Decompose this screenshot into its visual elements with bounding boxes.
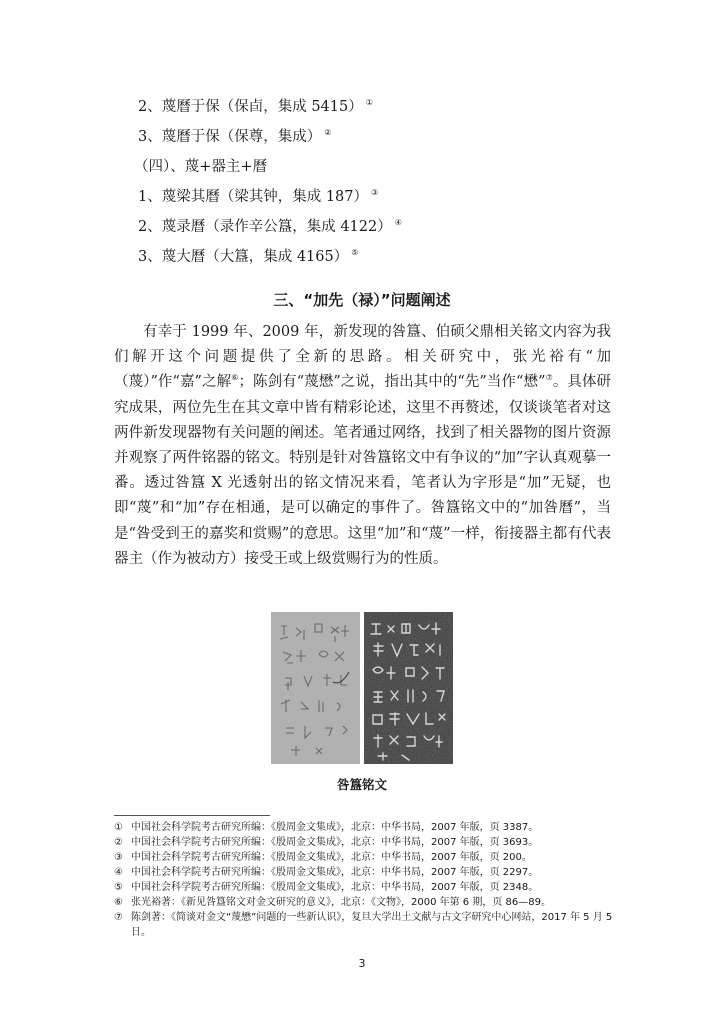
list-item: 3、蔑曆于保（保尊，集成） ② [138, 128, 332, 145]
section-title: 三、“加先（禄）”问题阐述 [273, 291, 451, 309]
footnote: ③ 中国社会科学院考古研究所编：《殷周金文集成》，北京：中华书局，2007 年版，页 200。 [114, 852, 532, 863]
figure-caption: 咎簋铭文 [336, 777, 387, 792]
footnote-ref[interactable]: ④ [394, 218, 402, 227]
footnote: ① 中国社会科学院考古研究所编：《殷周金文集成》，北京：中华书局，2007 年版，页 3387。 [114, 822, 539, 833]
footnote-ref[interactable]: ① [365, 98, 373, 107]
footnote-divider [114, 815, 270, 816]
footnote-ref[interactable]: ② [324, 128, 332, 137]
footnote-ref[interactable]: ③ [371, 188, 379, 197]
page-number: 3 [358, 957, 366, 970]
footnote-ref[interactable]: ⑥ [231, 373, 239, 383]
footnote: ⑤ 中国社会科学院考古研究所编：《殷周金文集成》，北京：中华书局，2007 年版，页 2348。 [114, 882, 539, 893]
inscription-rubbing-image [364, 612, 453, 764]
body-paragraph: 有幸于 1999 年、2009 年，新发现的咎簋、伯硕父鼎相关铭文内容为我们解开这个问题提供了全新的思路。相关研究中，张光裕有“加（蔑）”作“嘉”之解⑥；陈剑有“蔑懋”之说，指出其中的“先”当作“懋”⑦。具体研究成果，两位先生在其文章中皆有精彩论述，这里不再赘述，仅谈谈笔者对这两件新发现器物有关问题的阐述。笔者通过网络，找到了相关器物的图片资源并观察了两件铭器的铭文。特别是针对咎簋铭文中有争议的“加”字认真观摹一番。透过咎簋 X 光透射出的铭文情况来看，笔者认为字形是“加”无疑，也即“蔑”和“加”存在相通，是可以确定的事件了。咎簋铭文中的“加咎曆”，当是“咎受到王的嘉奖和赏赐”的意思。这里“加”和“蔑”一样，衔接器主都有代表器主（作为被动方）接受王或上级赏赐行为的性质。 [114, 324, 612, 567]
list-item: 3、蔑大曆（大簋，集成 4165） ⑤ [138, 248, 359, 265]
list-item: 2、蔑录曆（录作辛公簋，集成 4122） ④ [138, 218, 402, 235]
footnote: ⑥ 张光裕著：《新见咎簋铭文对金文研究的意义》，北京：《文物》，2000 年第 6 期，页 86—89。 [114, 897, 551, 908]
list-item: 2、蔑曆于保（保卣，集成 5415） ① [138, 98, 373, 115]
subsection-heading: （四）、蔑+器主+曆 [134, 159, 268, 175]
footnotes [114, 820, 614, 940]
footnote-ref[interactable]: ⑤ [351, 248, 359, 257]
footnote: ② 中国社会科学院考古研究所编：《殷周金文集成》，北京：中华书局，2007 年版，页 3693。 [114, 837, 539, 848]
footnote-ref[interactable]: ⑦ [545, 373, 553, 383]
footnote: ④ 中国社会科学院考古研究所编：《殷周金文集成》，北京：中华书局，2007 年版，页 2297。 [114, 867, 539, 878]
footnote: ⑦ 陈剑著：《简谈对金文“蔑懋”问题的一些新认识》，复旦大学出土文献与古文字研究中心网站，2017 年 5 月 5 日。 [114, 912, 613, 938]
list-item: 1、蔑梁其曆（梁其钟，集成 187） ③ [138, 188, 379, 205]
inscription-xray-image [271, 612, 360, 764]
